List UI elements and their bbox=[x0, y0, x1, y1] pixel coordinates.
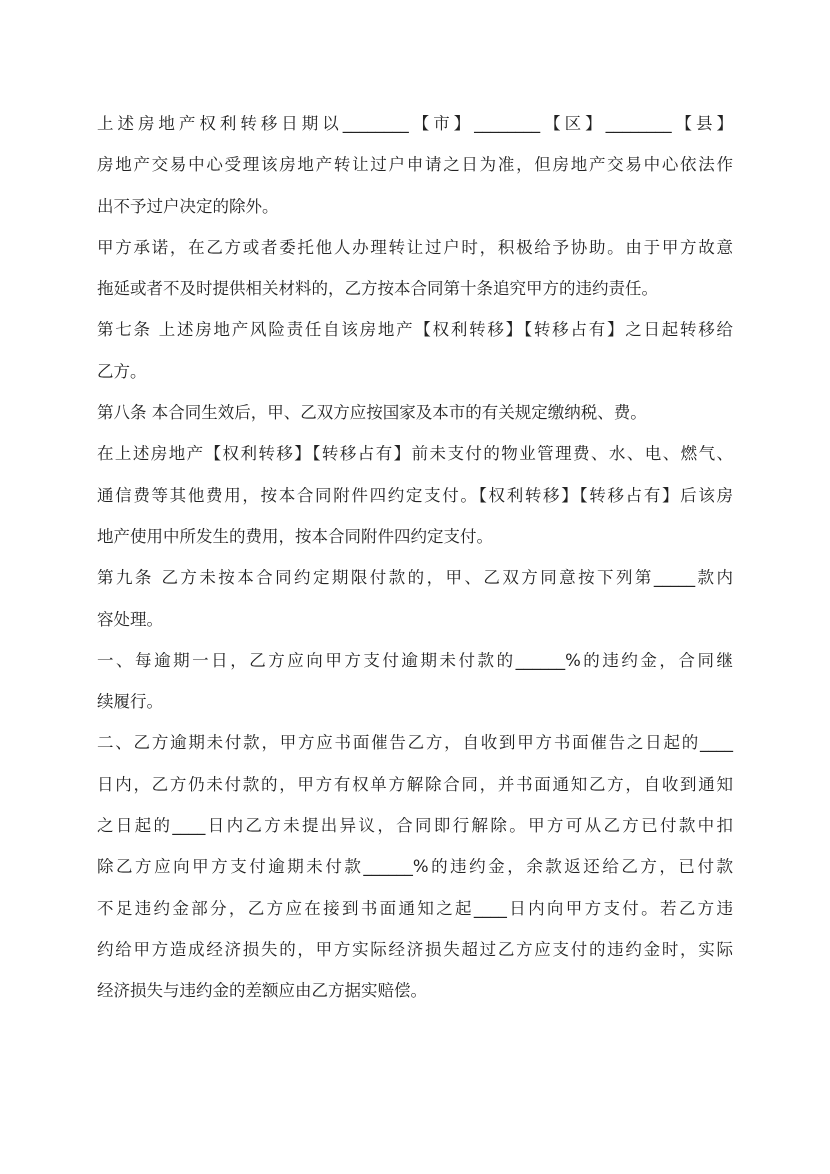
text-line: 续履行。 bbox=[97, 692, 163, 712]
text-line: 一、每逾期一日，乙方应向甲方支付逾期未付款的______%的违约金，合同继 bbox=[97, 650, 733, 670]
text-line: 二、乙方逾期未付款，甲方应书面催告乙方，自收到甲方书面催告之日起的____ bbox=[97, 733, 733, 753]
text-line: 第七条 上述房地产风险责任自该房地产【权利转移】【转移占有】之日起转移给 bbox=[97, 320, 733, 340]
text-line: 地产使用中所发生的费用，按本合同附件四约定支付。 bbox=[97, 526, 493, 546]
text-line: 通信费等其他费用，按本合同附件四约定支付。【权利转移】【转移占有】后该房 bbox=[97, 485, 733, 505]
text-line: 第八条 本合同生效后，甲、乙双方应按国家及本市的有关规定缴纳税、费。 bbox=[97, 403, 647, 423]
text-line: 日内，乙方仍未付款的，甲方有权单方解除合同，并书面通知乙方，自收到通知 bbox=[97, 774, 733, 794]
text-line: 出不予过户决定的除外。 bbox=[97, 196, 279, 216]
text-line: 房地产交易中心受理该房地产转让过户申请之日为准，但房地产交易中心依法作 bbox=[97, 155, 733, 175]
text-line: 不足违约金部分，乙方应在接到书面通知之起____日内向甲方支付。若乙方违 bbox=[97, 898, 733, 918]
text-line: 容处理。 bbox=[97, 609, 163, 629]
text-line: 乙方。 bbox=[97, 361, 147, 381]
text-line: 约给甲方造成经济损失的，甲方实际经济损失超过乙方应支付的违约金时，实际 bbox=[97, 939, 733, 959]
text-line: 在上述房地产【权利转移】【转移占有】前未支付的物业管理费、水、电、燃气、 bbox=[97, 444, 733, 464]
text-line: 甲方承诺，在乙方或者委托他人办理转让过户时，积极给予协助。由于甲方故意 bbox=[97, 237, 733, 257]
text-line: 拖延或者不及时提供相关材料的，乙方按本合同第十条追究甲方的违约责任。 bbox=[97, 279, 658, 299]
text-line: 除乙方应向甲方支付逾期未付款______%的违约金，余款返还给乙方，已付款 bbox=[97, 857, 733, 877]
text-line: 第九条 乙方未按本合同约定期限付款的，甲、乙双方同意按下列第_____款内 bbox=[97, 568, 733, 588]
text-line: 经济损失与违约金的差额应由乙方据实赔偿。 bbox=[97, 981, 427, 1001]
contract-page bbox=[97, 112, 733, 1021]
text-line: 上述房地产权利转移日期以________【市】________【区】________【县】 bbox=[97, 114, 733, 133]
text-line: 之日起的____日内乙方未提出异议，合同即行解除。甲方可从乙方已付款中扣 bbox=[97, 816, 733, 836]
